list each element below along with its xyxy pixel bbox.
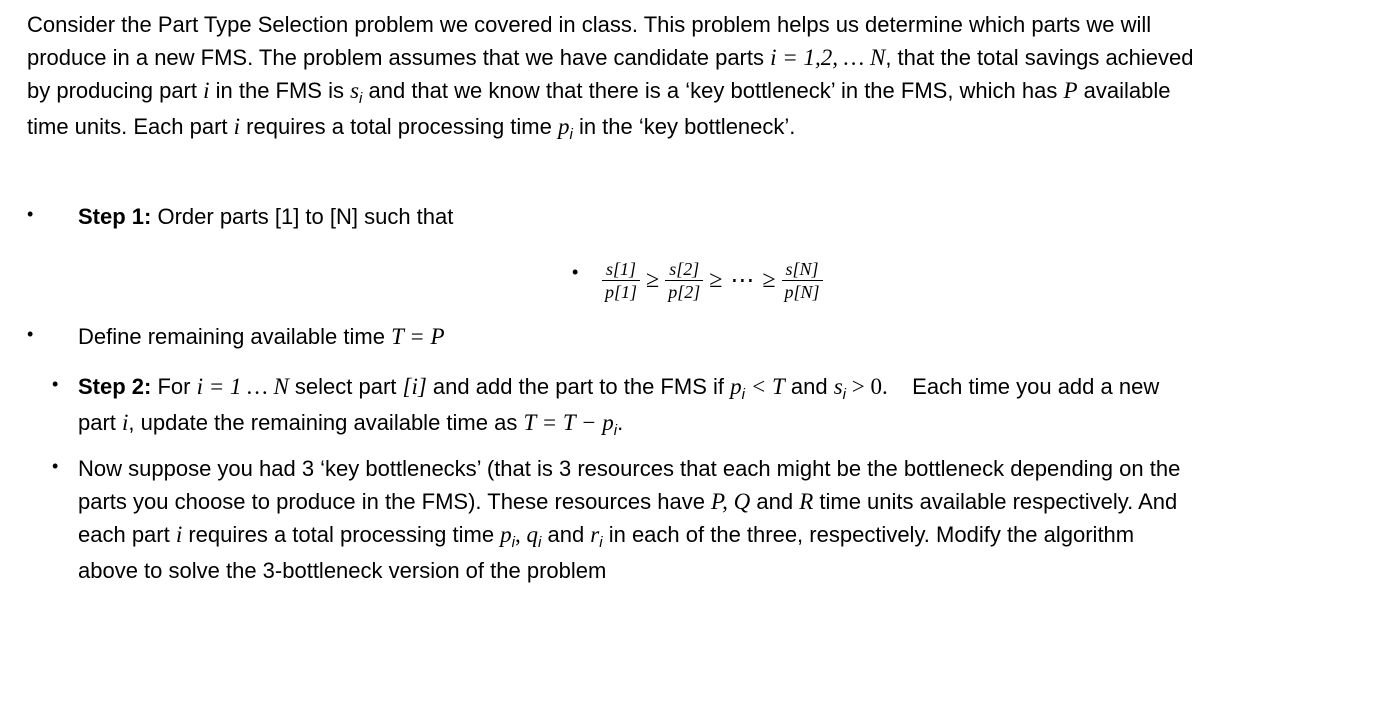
step2-label: Step 2: bbox=[78, 374, 152, 399]
step2-text: For bbox=[151, 374, 197, 399]
math-s: s bbox=[350, 78, 360, 103]
step2-text: select part bbox=[288, 374, 403, 399]
now-text: in each of the three, respectively. Modify the algorithm bbox=[602, 522, 1135, 547]
math-parts-range: i = 1,2, … N bbox=[770, 45, 886, 70]
intro-text: in the FMS is bbox=[209, 78, 351, 103]
geq-sign: ≥ bbox=[646, 266, 660, 293]
bullet-step1: • bbox=[27, 204, 34, 224]
math-P-Q: P, Q bbox=[711, 489, 751, 514]
step1-label: Step 1: bbox=[78, 204, 152, 229]
now-text: above to solve the 3-bottleneck version of the problem bbox=[78, 558, 607, 583]
math-i: i bbox=[233, 114, 241, 139]
math-sub: i bbox=[511, 534, 516, 551]
intro-text: produce in a new FMS. The problem assumes that we have candidate parts bbox=[27, 45, 771, 70]
fraction-1 bbox=[602, 258, 640, 303]
geq-sign: ≥ bbox=[709, 266, 723, 293]
now-text: and bbox=[541, 522, 591, 547]
math-r: r bbox=[590, 522, 600, 547]
fraction-numerator: s[N] bbox=[785, 258, 819, 279]
math-s: s bbox=[833, 374, 843, 399]
fraction-numerator: s[2] bbox=[669, 258, 700, 279]
geq-sign: ≥ bbox=[762, 266, 776, 293]
step2-text: Each time you add a new bbox=[887, 374, 1160, 399]
now-line-2 bbox=[78, 485, 1180, 518]
now-text: requires a total processing time bbox=[182, 522, 501, 547]
define-item bbox=[78, 320, 445, 353]
fraction-n bbox=[782, 258, 823, 303]
math-i: i bbox=[122, 410, 129, 435]
step2-line-1 bbox=[78, 370, 1159, 406]
define-text: Define remaining available time bbox=[78, 324, 392, 349]
intro-text: time units. Each part bbox=[27, 114, 234, 139]
intro-line-1 bbox=[27, 8, 1327, 41]
intro-text: Consider the Part Type Selection problem we covered in class. This problem helps us determine which parts we will bbox=[27, 12, 1152, 37]
intro-text: and that we know that there is a ‘key bottleneck’ in the FMS, which has bbox=[362, 78, 1064, 103]
intro-text: requires a total processing time bbox=[240, 114, 558, 139]
math-p: p bbox=[557, 114, 570, 139]
fraction-2 bbox=[665, 258, 703, 303]
step2-item bbox=[78, 370, 1159, 442]
math-less-than-T: < T bbox=[744, 374, 785, 399]
math-sub: i bbox=[599, 534, 603, 551]
bullet-fractions: • bbox=[572, 262, 579, 282]
math-p: p bbox=[500, 522, 512, 547]
math-p: p bbox=[730, 374, 742, 399]
now-text: Now suppose you had 3 ‘key bottlenecks’ (that is 3 resources that each might be the bottleneck depending on the bbox=[78, 456, 1181, 481]
intro-text: in the ‘key bottleneck’. bbox=[572, 114, 796, 139]
step2-text: and bbox=[784, 374, 834, 399]
math-sub: i bbox=[359, 90, 363, 107]
now-text: each part bbox=[78, 522, 176, 547]
step2-line-2 bbox=[78, 406, 1159, 442]
math-sub: i bbox=[569, 126, 573, 143]
fraction-numerator: s[1] bbox=[606, 258, 637, 279]
math-i: i bbox=[203, 78, 210, 103]
bullet-define: • bbox=[27, 324, 34, 344]
math-greater-than-zero: > 0. bbox=[846, 374, 888, 399]
now-line-4 bbox=[78, 554, 1180, 587]
intro-line-2 bbox=[27, 41, 1327, 74]
math-sub: i bbox=[538, 534, 542, 551]
step1-text: Order parts [1] to [N] such that bbox=[151, 204, 454, 229]
math-update-T: T = T − p bbox=[523, 410, 614, 435]
intro-text: by producing part bbox=[27, 78, 204, 103]
step2-text: . bbox=[617, 410, 624, 435]
now-text: time units available respectively. And bbox=[813, 489, 1178, 514]
math-R: R bbox=[799, 489, 814, 514]
intro-paragraph bbox=[27, 8, 1327, 146]
now-text: and bbox=[750, 489, 800, 514]
ratio-ordering bbox=[600, 252, 825, 308]
bullet-now-suppose: • bbox=[52, 456, 59, 476]
now-suppose-item bbox=[78, 452, 1180, 587]
intro-text: available bbox=[1077, 78, 1171, 103]
intro-text: , that the total savings achieved bbox=[885, 45, 1194, 70]
fraction-denominator: p[1] bbox=[605, 281, 638, 302]
fraction-denominator: p[N] bbox=[784, 281, 820, 302]
ellipsis: ⋯ bbox=[730, 267, 755, 294]
step2-text: part bbox=[78, 410, 123, 435]
math-i: i bbox=[175, 522, 183, 547]
math-sub: i bbox=[741, 386, 745, 403]
step1-item bbox=[78, 200, 453, 233]
math-T-equals-P: T = P bbox=[391, 324, 445, 349]
math-P: P bbox=[1063, 78, 1078, 103]
now-text: parts you choose to produce in the FMS). These resources have bbox=[78, 489, 712, 514]
math-sub: i bbox=[842, 386, 846, 403]
math-comma: , bbox=[515, 522, 527, 547]
fraction-denominator: p[2] bbox=[668, 281, 701, 302]
intro-line-3 bbox=[27, 74, 1327, 110]
step2-text: , update the remaining available time as bbox=[128, 410, 524, 435]
math-i-range: i = 1 … N bbox=[196, 374, 289, 399]
now-line-3 bbox=[78, 518, 1180, 554]
math-part-i: [i] bbox=[402, 374, 427, 399]
math-q: q bbox=[526, 522, 539, 547]
math-sub: i bbox=[613, 422, 618, 439]
step2-text: and add the part to the FMS if bbox=[426, 374, 731, 399]
now-line-1 bbox=[78, 452, 1180, 485]
bullet-step2: • bbox=[52, 374, 59, 394]
intro-line-4 bbox=[27, 110, 1327, 146]
